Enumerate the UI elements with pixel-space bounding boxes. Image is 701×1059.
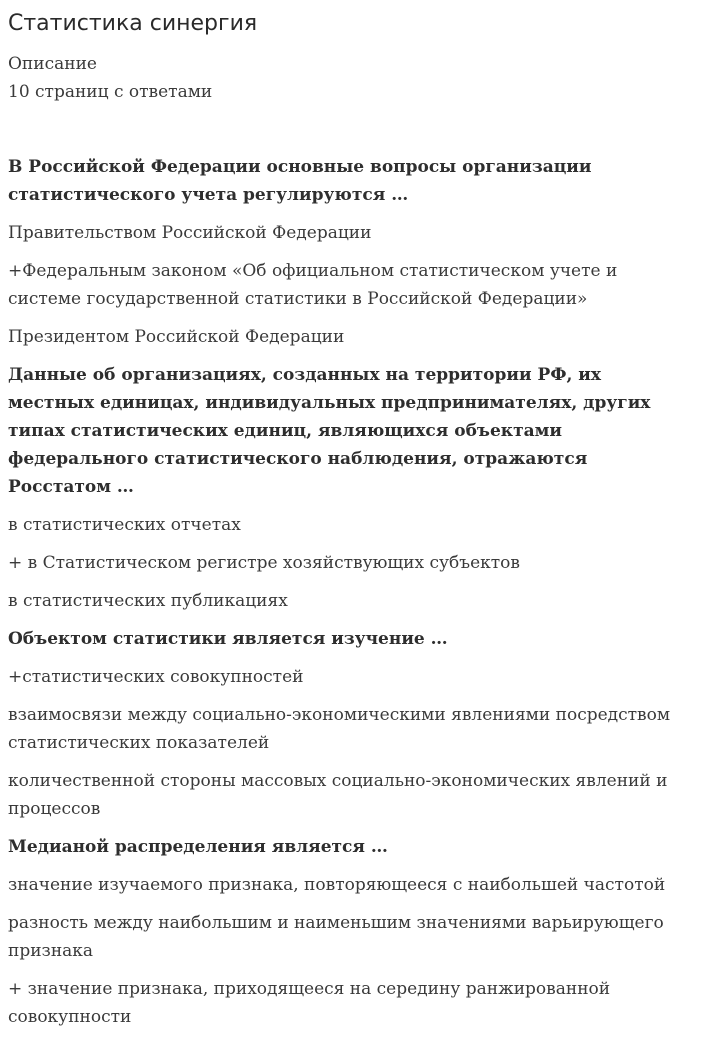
answer-option: +статистических совокупностей [8, 667, 304, 687]
question-text: В Российской Федерации основные вопросы организации статистического учета регулируются … [8, 157, 592, 205]
answer-option: + в Статистическом регистре хозяйствующих субъектов [8, 553, 520, 573]
answer-option: Президентом Российской Федерации [8, 327, 345, 347]
question-text: Медианой распределения является … [8, 837, 388, 857]
page-title: Статистика синергия [8, 11, 258, 36]
answer-option: взаимосвязи между социально-экономическими явлениями посредством статистических показателей [8, 705, 671, 753]
question-text: Объектом статистики является изучение … [8, 629, 448, 649]
answer-option: + значение признака, приходящееся на середину ранжированной совокупности [8, 979, 611, 1027]
pages-info: 10 страниц с ответами [8, 82, 213, 102]
answer-option: +Федеральным законом «Об официальном статистическом учете и системе государственной статистики в Российской Федерации» [8, 261, 618, 309]
answer-option: разность между наибольшим и наименьшим значениями варьирующего признака [8, 913, 664, 961]
description-label: Описание [8, 54, 97, 74]
answer-option: значение изучаемого признака, повторяющееся с наибольшей частотой [8, 875, 666, 895]
question-text: Данные об организациях, созданных на территории РФ, их местных единицах, индивидуальных предпринимателях, других типах статистических единиц, являющихся объектами федерального статистического наблюдения, отражаются Росстатом … [8, 365, 651, 497]
answer-option: в статистических публикациях [8, 591, 288, 611]
answer-option: Правительством Российской Федерации [8, 223, 372, 243]
spacer [8, 106, 693, 153]
answer-option: количественной стороны массовых социально-экономических явлений и процессов [8, 771, 668, 819]
answer-option: в статистических отчетах [8, 515, 241, 535]
